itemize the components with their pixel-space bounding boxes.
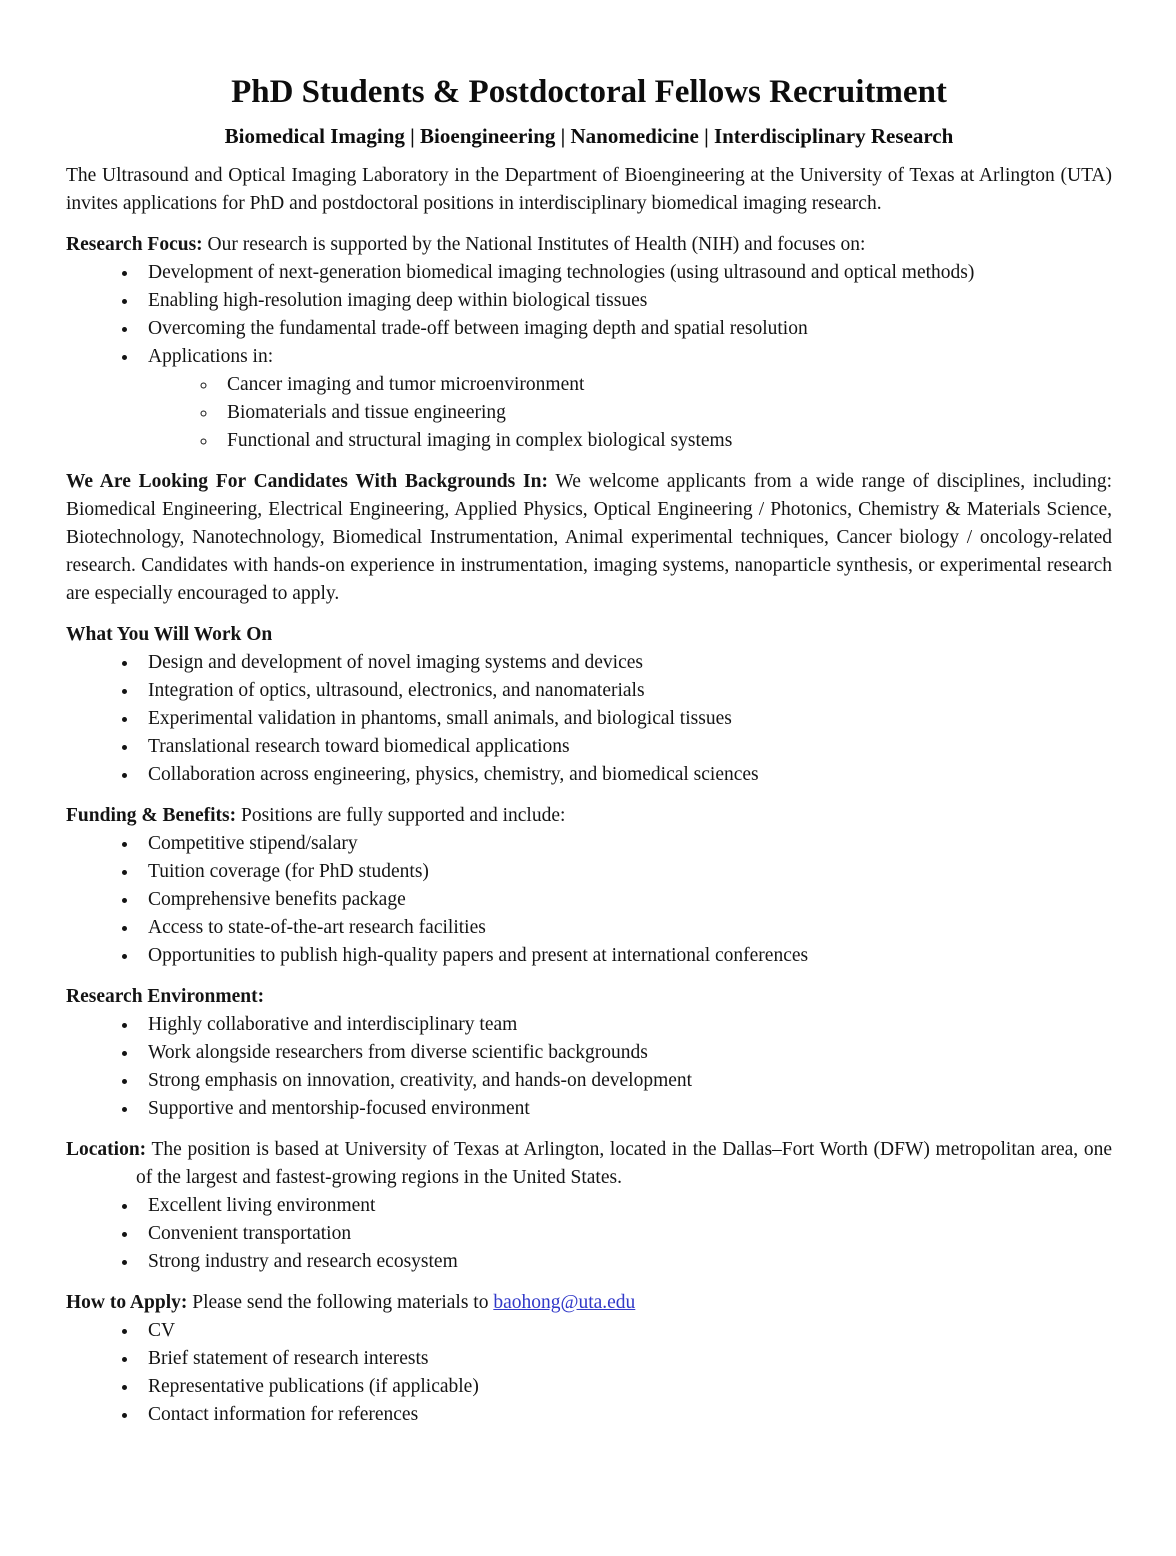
intro-paragraph: The Ultrasound and Optical Imaging Laboratory in the Department of Bioengineering at the University of Texas at Arlington (UTA) invites applications for PhD and postdoctoral positions in interdisciplinary biomedical imaging research. [66, 165, 1112, 214]
how-to-apply-text: Please send the following materials to [187, 1292, 494, 1313]
list-item: • Strong emphasis on innovation, creativity, and hands-on development [139, 1067, 1112, 1095]
list-item: • Highly collaborative and interdisciplinary team [139, 1011, 1112, 1039]
list-item [139, 343, 1112, 455]
research-focus-paragraph [66, 231, 1112, 259]
list-item-label: Applications in: [148, 346, 274, 367]
list-item: • Representative publications (if applicable) [139, 1373, 1112, 1401]
list-item: • Supportive and mentorship-focused environment [139, 1095, 1112, 1123]
list-item: • Experimental validation in phantoms, small animals, and biological tissues [139, 705, 1112, 733]
work-on-heading-label: What You Will Work On [66, 624, 273, 645]
list-item: • Tuition coverage (for PhD students) [139, 858, 1112, 886]
funding-paragraph [66, 802, 1112, 830]
page-title: PhD Students & Postdoctoral Fellows Recruitment [231, 74, 947, 110]
list-item: • CV [139, 1317, 1112, 1345]
list-item: • Excellent living environment [139, 1192, 1112, 1220]
environment-heading-label: Research Environment: [66, 986, 265, 1007]
location-text: The position is based at University of Texas at Arlington, located in the Dallas–Fort Worth (DFW) metropolitan area, one of the largest and fastest-growing regions in the United States. [136, 1139, 1112, 1188]
sub-list-item: ◦ Functional and structural imaging in complex biological systems [218, 427, 1112, 455]
list-item: • Design and development of novel imaging systems and devices [139, 649, 1112, 677]
how-to-apply-paragraph [66, 1289, 1112, 1317]
work-on-heading [66, 621, 1112, 649]
list-item: • Translational research toward biomedical applications [139, 733, 1112, 761]
location-label: Location: [66, 1139, 147, 1160]
apply-materials-list [66, 1317, 1112, 1429]
list-item: • Strong industry and research ecosystem [139, 1248, 1112, 1276]
list-item: • Overcoming the fundamental trade-off between imaging depth and spatial resolution [139, 315, 1112, 343]
page-subtitle: Biomedical Imaging | Bioengineering | Nanomedicine | Interdisciplinary Research [224, 124, 954, 148]
location-list [66, 1192, 1112, 1276]
candidates-text: We welcome applicants from a wide range of disciplines, including: Biomedical Engineering, Electrical Engineering, Applied Physics, Optical Engineering / Photonics, Chemistry & Materials Science, Biotechnology, Nanotechnology, Biomedical Instrumentation, Animal experimental techniques, Cancer biology / oncology-related research. Candidates with hands-on experience in instrumentation, imaging systems, nanoparticle synthesis, or experimental research are especially encouraged to apply. [66, 471, 1112, 604]
how-to-apply-label: How to Apply: [66, 1292, 188, 1313]
list-item: • Convenient transportation [139, 1220, 1112, 1248]
research-focus-label: Research Focus: [66, 234, 203, 255]
list-item: • Integration of optics, ultrasound, electronics, and nanomaterials [139, 677, 1112, 705]
candidates-paragraph [66, 468, 1112, 608]
list-item: • Contact information for references [139, 1401, 1112, 1429]
research-focus-text: Our research is supported by the National Institutes of Health (NIH) and focuses on: [202, 234, 866, 255]
list-item: • Development of next-generation biomedical imaging technologies (using ultrasound and optical methods) [139, 259, 1112, 287]
environment-heading [66, 983, 1112, 1011]
list-item: • Competitive stipend/salary [139, 830, 1112, 858]
funding-label: Funding & Benefits: [66, 805, 237, 826]
list-item: • Comprehensive benefits package [139, 886, 1112, 914]
environment-list [66, 1011, 1112, 1123]
sub-list-item: ◦ Biomaterials and tissue engineering [218, 399, 1112, 427]
applications-sublist [148, 371, 1112, 455]
list-item: • Opportunities to publish high-quality papers and present at international conferences [139, 942, 1112, 970]
list-item: • Collaboration across engineering, physics, chemistry, and biomedical sciences [139, 761, 1112, 789]
list-item: • Access to state-of-the-art research facilities [139, 914, 1112, 942]
sub-list-item: ◦ Cancer imaging and tumor microenvironment [218, 371, 1112, 399]
work-on-list [66, 649, 1112, 789]
funding-text: Positions are fully supported and include: [236, 805, 566, 826]
research-focus-list [66, 259, 1112, 455]
list-item: • Enabling high-resolution imaging deep within biological tissues [139, 287, 1112, 315]
list-item: • Brief statement of research interests [139, 1345, 1112, 1373]
candidates-label: We Are Looking For Candidates With Backgrounds In: [66, 471, 548, 492]
location-paragraph [66, 1136, 1112, 1192]
email-link[interactable]: baohong@uta.edu [493, 1292, 636, 1313]
list-item: • Work alongside researchers from diverse scientific backgrounds [139, 1039, 1112, 1067]
funding-list [66, 830, 1112, 970]
